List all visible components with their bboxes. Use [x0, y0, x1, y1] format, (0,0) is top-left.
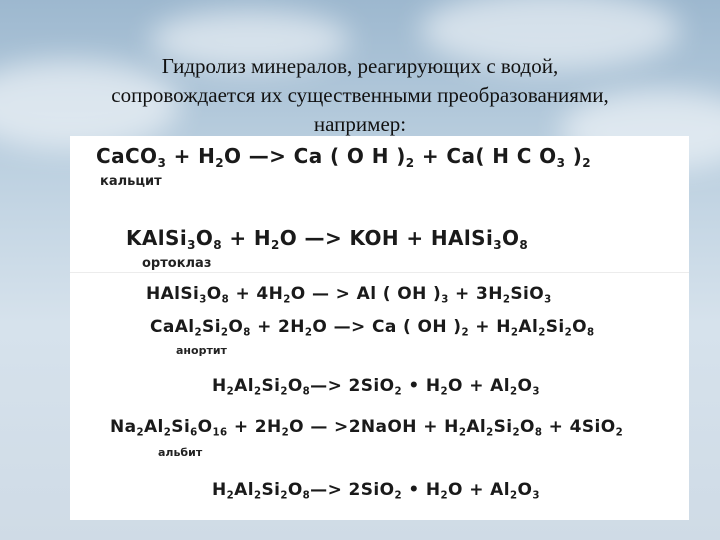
subscript: 2 [486, 427, 494, 439]
formula-text: O [517, 480, 533, 500]
formula-text: H [212, 376, 227, 396]
formula-text: H [212, 480, 227, 500]
formula-text: O [519, 417, 535, 437]
formula-text: + H [166, 144, 216, 168]
subscript: 2 [582, 156, 591, 171]
subscript: 2 [163, 427, 172, 439]
subscript: 2 [215, 156, 224, 171]
formula-text: O [572, 317, 587, 337]
subscript: 6 [190, 427, 198, 439]
formula-text: Al [234, 376, 254, 396]
formula-text: O — >2NaOH + H [289, 417, 459, 437]
subscript: 3 [157, 156, 167, 171]
title-line: Гидролиз минералов, реагирующих с водой, [161, 54, 559, 78]
formula-text: HAlSi [146, 284, 200, 304]
subscript: 2 [509, 386, 518, 398]
subscript: 2 [615, 427, 624, 439]
label-albite: альбит [158, 446, 203, 459]
formula-text: O [287, 480, 303, 500]
title-line: например: [313, 112, 407, 136]
subscript: 2 [194, 327, 203, 339]
subscript: 2 [502, 294, 511, 306]
formula-text: + Ca( H C O [414, 144, 557, 168]
subscript: 2 [226, 490, 235, 502]
subscript: 2 [253, 490, 262, 502]
equation-calcite [96, 144, 591, 171]
subscript: 2 [220, 327, 229, 339]
equation-albite [110, 417, 623, 437]
subscript: 2 [405, 156, 415, 171]
formula-text: Si [261, 376, 281, 396]
formula-text: O —> Ca ( OH ) [312, 317, 462, 337]
subscript: 16 [212, 427, 228, 439]
formula-text: Al [234, 480, 254, 500]
title-line: сопровождается их существенными преобразованиями, [111, 83, 609, 107]
label-calcite: кальцит [100, 174, 162, 189]
label-orthoclase: ортоклаз [142, 256, 212, 271]
subscript: 3 [544, 294, 552, 306]
formula-text: CaCO [96, 144, 158, 168]
formula-text: —> 2SiO [310, 376, 395, 396]
slide-title [40, 52, 680, 139]
formula-text: • H [402, 480, 441, 500]
formula-text: + 4H [229, 284, 284, 304]
subscript: 2 [136, 427, 144, 439]
formula-text: Si [493, 417, 513, 437]
subscript: 8 [213, 238, 222, 253]
formula-text: O + Al [448, 480, 510, 500]
formula-text: O —> KOH + HAlSi [279, 226, 494, 250]
formula-text: + 4SiO [542, 417, 616, 437]
formula-text: + 2H [227, 417, 282, 437]
subscript: 2 [253, 386, 262, 398]
formula-text: O [501, 226, 520, 250]
subscript: 8 [221, 294, 230, 306]
subscript: 8 [586, 327, 595, 339]
subscript: 3 [199, 294, 207, 306]
equations-panel [70, 136, 689, 520]
formula-text: Na [110, 417, 137, 437]
formula-text: O [197, 417, 213, 437]
subscript: 8 [302, 386, 311, 398]
subscript: 2 [458, 427, 467, 439]
subscript: 8 [243, 327, 251, 339]
subscript: 2 [281, 427, 290, 439]
subscript: 3 [493, 238, 502, 253]
equation-h2al2si2o8 [212, 376, 540, 396]
subscript: 2 [440, 386, 449, 398]
formula-text: O [517, 376, 533, 396]
subscript: 2 [226, 386, 235, 398]
formula-text: + 3H [448, 284, 503, 304]
formula-text: Si [202, 317, 221, 337]
formula-text: Al [518, 317, 539, 337]
formula-text: O —> Ca ( O H ) [224, 144, 406, 168]
formula-text: O [228, 317, 244, 337]
equation-h2al2si2o8-repeat [212, 480, 540, 500]
formula-text: O — > Al ( OH ) [290, 284, 442, 304]
subscript: 3 [187, 238, 196, 253]
subscript: 2 [394, 490, 402, 502]
subscript: 2 [509, 490, 518, 502]
formula-text: CaAl [150, 317, 195, 337]
panel-divider [70, 272, 689, 273]
formula-text: Si [545, 317, 565, 337]
subscript: 8 [534, 427, 543, 439]
equation-orthoclase [126, 226, 529, 253]
formula-text: O [195, 226, 214, 250]
subscript: 2 [461, 327, 469, 339]
subscript: 2 [440, 490, 449, 502]
formula-text: + H [468, 317, 511, 337]
subscript: 3 [556, 156, 566, 171]
subscript: 2 [280, 490, 288, 502]
equation-hydrolysis-halsi [146, 284, 552, 304]
subscript: 3 [532, 490, 540, 502]
subscript: 3 [532, 386, 540, 398]
formula-text: Al [144, 417, 164, 437]
formula-text: • H [402, 376, 441, 396]
subscript: 8 [519, 238, 529, 253]
formula-text: Si [261, 480, 281, 500]
subscript: 2 [538, 327, 546, 339]
formula-text: O [287, 376, 303, 396]
subscript: 2 [304, 327, 313, 339]
subscript: 2 [394, 386, 402, 398]
formula-text: KAlSi [126, 226, 188, 250]
equation-anorthite [150, 317, 594, 337]
formula-text: Al [466, 417, 487, 437]
formula-text: O + Al [448, 376, 510, 396]
subscript: 2 [280, 386, 288, 398]
formula-text: + 2H [250, 317, 305, 337]
formula-text: ) [565, 144, 583, 168]
label-anorthite: анортит [176, 344, 227, 357]
subscript: 8 [302, 490, 311, 502]
subscript: 2 [512, 427, 520, 439]
subscript: 3 [441, 294, 449, 306]
formula-text: O [206, 284, 222, 304]
formula-text: —> 2SiO [310, 480, 395, 500]
formula-text: Si [171, 417, 191, 437]
subscript: 2 [564, 327, 573, 339]
subscript: 2 [271, 238, 280, 253]
formula-text: SiO [510, 284, 545, 304]
subscript: 2 [283, 294, 291, 306]
formula-text: + H [222, 226, 272, 250]
subscript: 2 [510, 327, 519, 339]
